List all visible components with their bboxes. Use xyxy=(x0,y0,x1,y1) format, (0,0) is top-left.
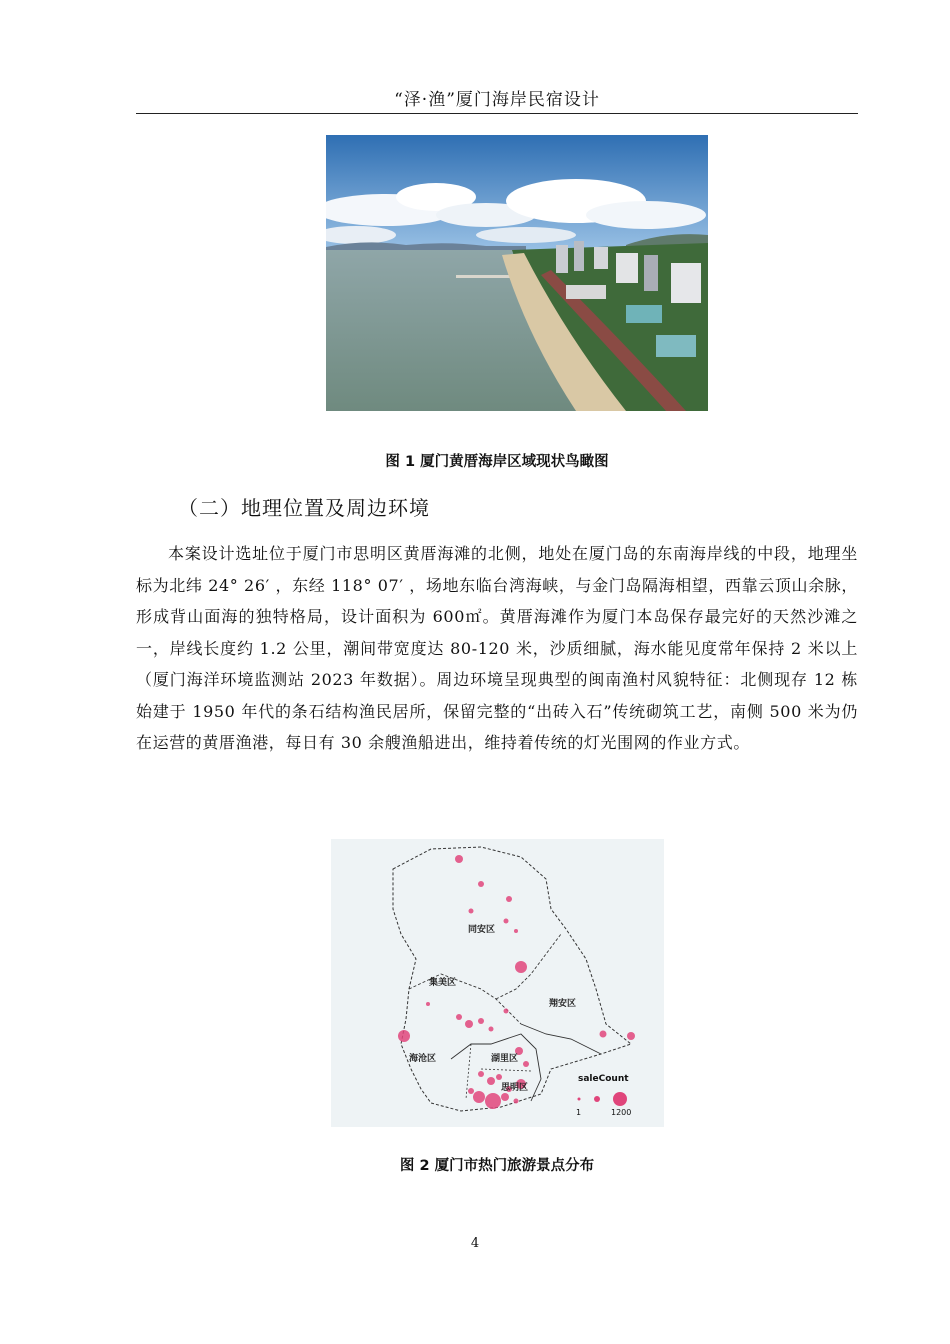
legend-medium-dot xyxy=(594,1096,600,1102)
district-label-siming: 思明区 xyxy=(501,1083,529,1093)
legend-large-dot xyxy=(613,1092,627,1106)
section-title: （二）地理位置及周边环境 xyxy=(178,496,430,520)
district-label-xiangan: 翔安区 xyxy=(549,999,577,1009)
header-rule xyxy=(136,113,858,114)
tourism-distribution-map xyxy=(331,839,664,1127)
legend-title: saleCount xyxy=(578,1074,629,1084)
district-label-huli: 湖里区 xyxy=(491,1054,519,1064)
page-number: 4 xyxy=(470,1236,480,1251)
running-header: “泽·渔”厦门海岸民宿设计 xyxy=(394,90,600,110)
aerial-beach-photo xyxy=(326,135,708,411)
district-label-tongan: 同安区 xyxy=(468,925,496,935)
figure1-caption: 图 1 厦门黄厝海岸区域现状鸟瞰图 xyxy=(385,454,609,470)
district-label-jimei: 集美区 xyxy=(429,978,457,988)
legend-small-dot xyxy=(578,1098,581,1101)
district-label-haicang: 海沧区 xyxy=(409,1054,437,1064)
legend-max: 1200 xyxy=(611,1108,632,1117)
figure2-caption: 图 2 厦门市热门旅游景点分布 xyxy=(399,1158,595,1174)
legend-min: 1 xyxy=(576,1108,582,1117)
body-paragraph: 本案设计选址位于厦门市思明区黄厝海滩的北侧，地处在厦门岛的东南海岸线的中段，地理坐标为北纬 24° 26′ ，东经 118° 07′ ，场地东临台湾海峡，与金门岛隔海相望，西靠云顶山余脉，形成背山面海的独特格局，设计面积为 600㎡。黄厝海滩作为厦门本岛保存最完好的天然沙滩之一，岸线长度约 1.2 公里，潮间带宽度达 80-120 米，沙质细腻，海水能见度常年保持 2 米以上（厦门海洋环境监测站 2023 年数据）。周边环境呈现典型的闽南渔村风貌特征：北侧现存 12 栋始建于 1950 年代的条石结构渔民居所，保留完整的“出砖入石”传统砌筑工艺，南侧 500 米为仍在运营的黄厝渔港，每日有 30 余艘渔船进出，维持着传统的灯光围网的作业方式。 xyxy=(136,544,858,752)
